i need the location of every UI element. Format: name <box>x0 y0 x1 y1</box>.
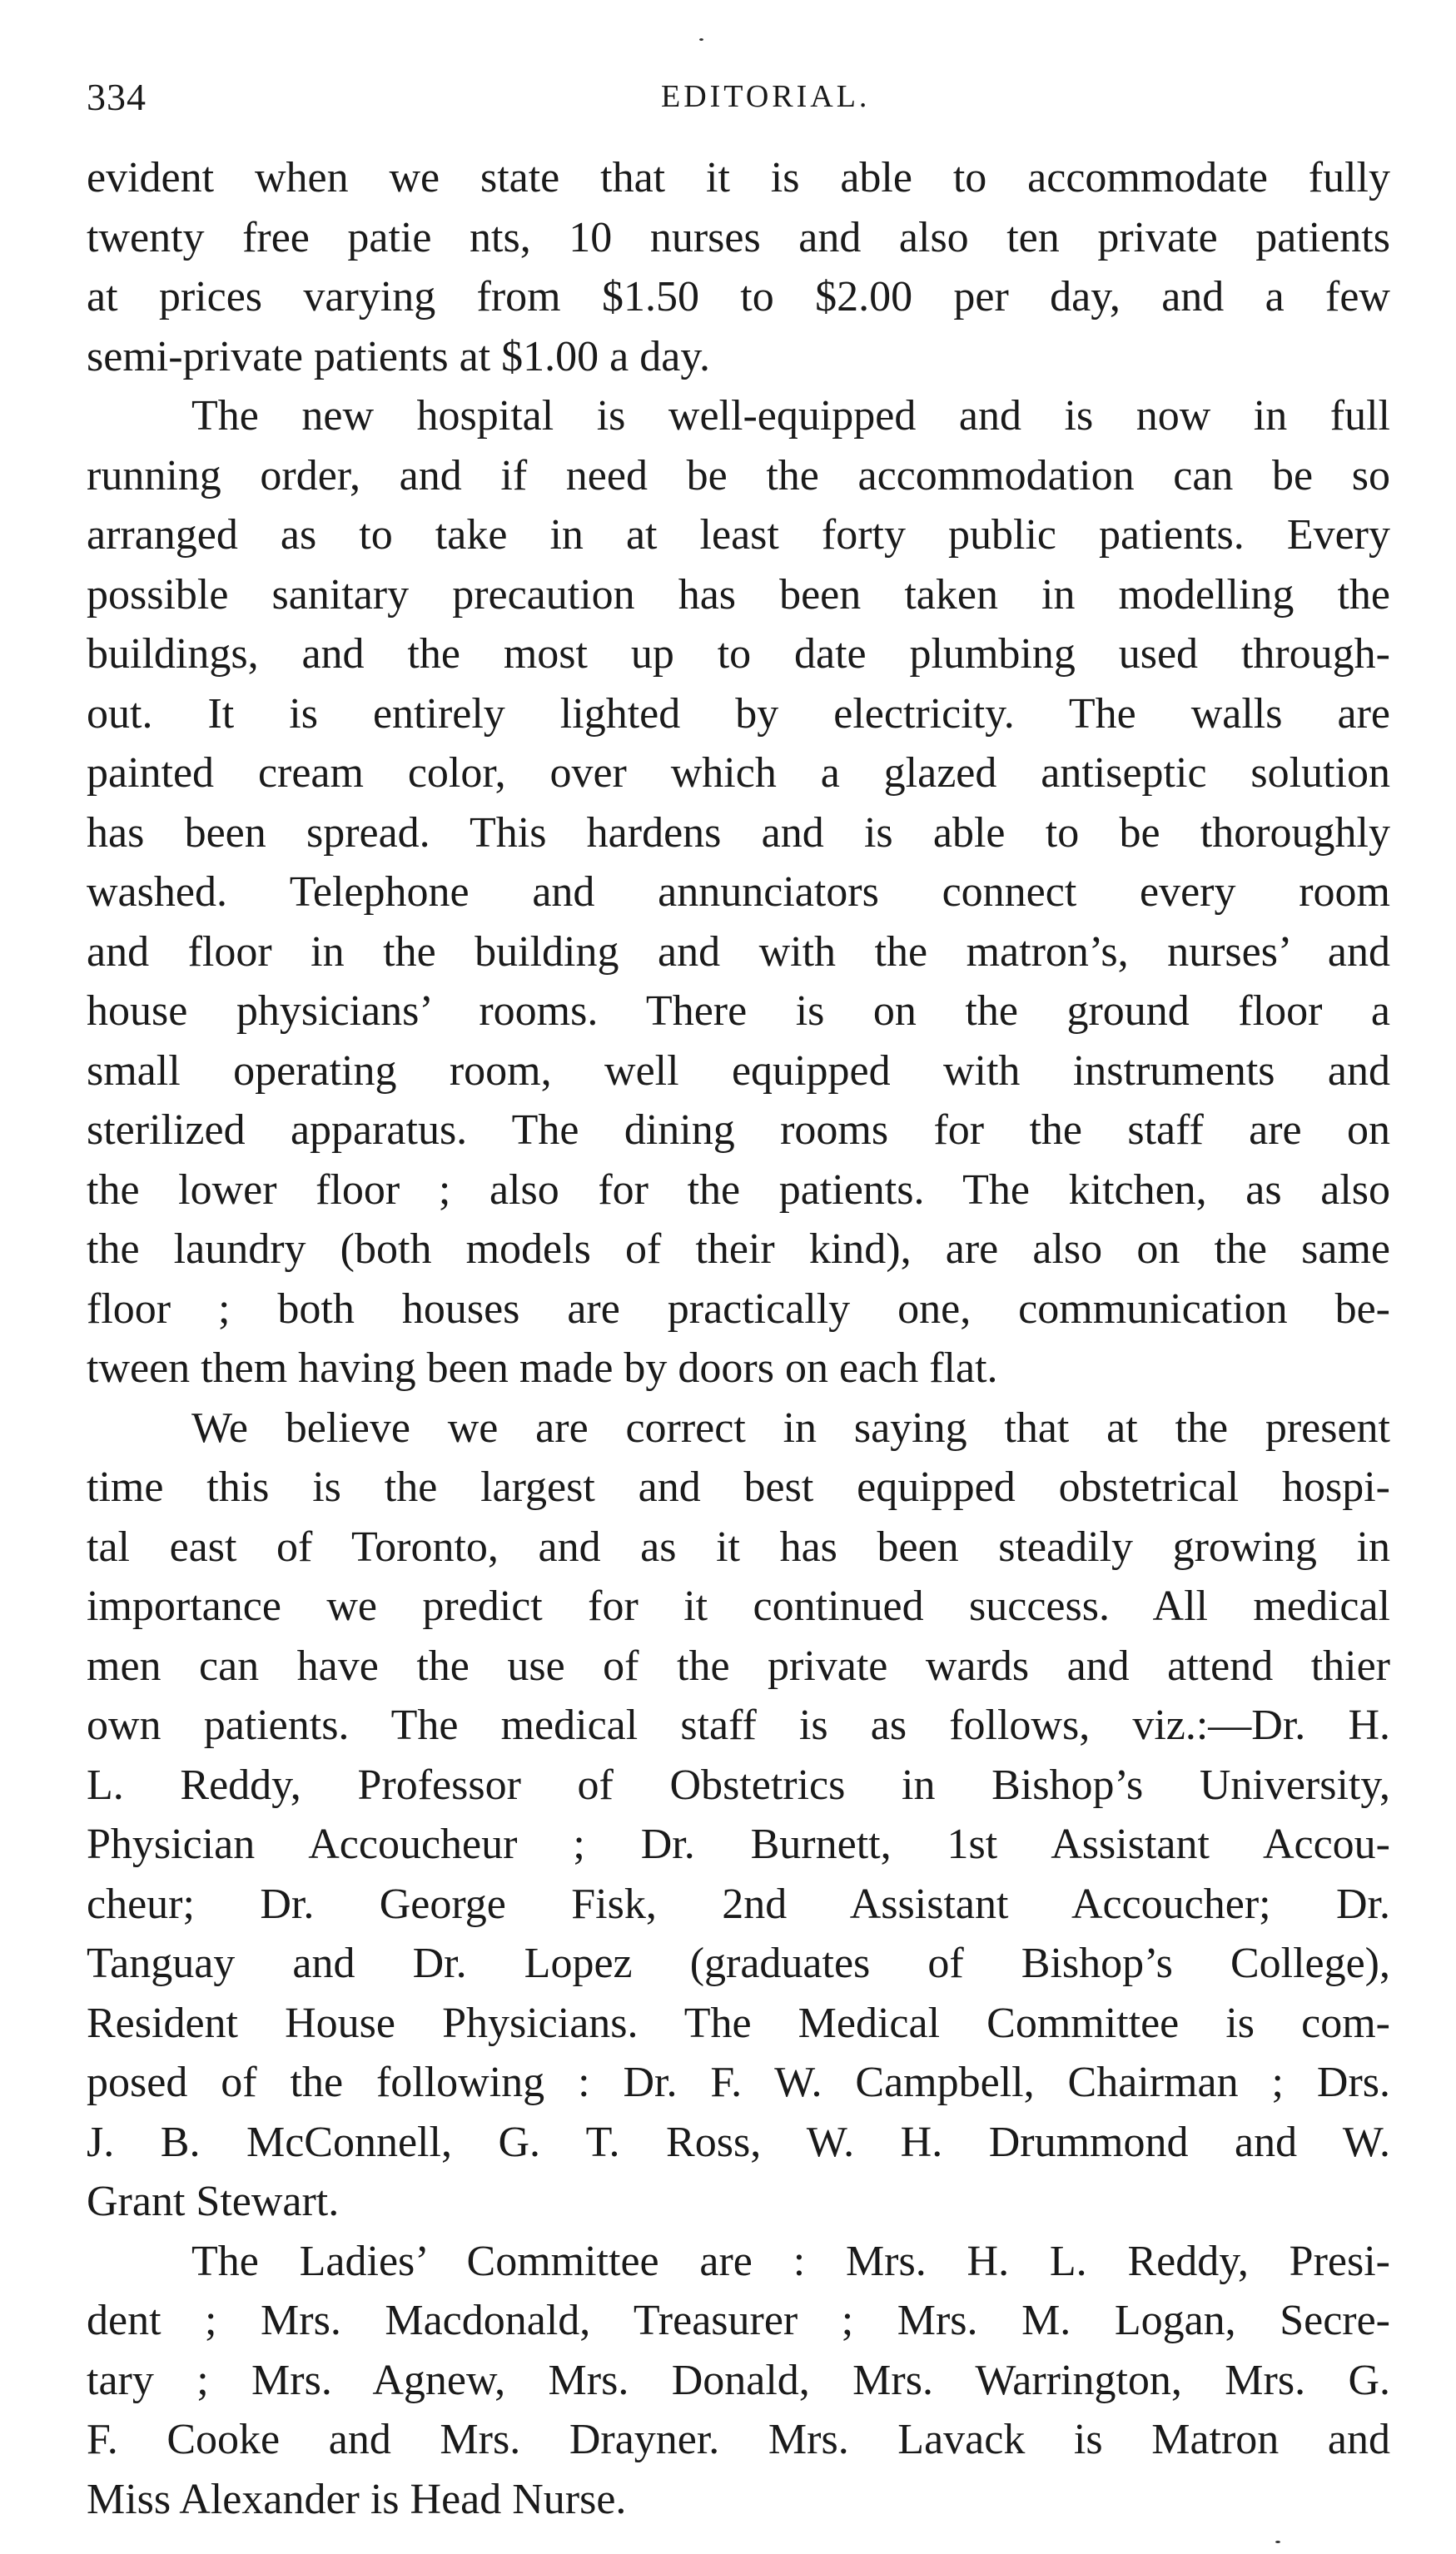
text-line: J. B. McConnell, G. T. Ross, W. H. Drummond and W. <box>87 2118 1390 2166</box>
print-speck <box>1275 2541 1280 2543</box>
text-line: buildings, and the most up to date plumbing used through- <box>87 630 1390 678</box>
text-line: evident when we state that it is able to accommodate fully <box>87 154 1390 201</box>
text-line: and floor in the building and with the matron’s, nurses’ and <box>87 927 1390 976</box>
text-line: tween them having been made by doors on each flat. <box>87 1344 998 1392</box>
text-line: twenty free patie nts, 10 nurses and also ten private patients <box>87 213 1390 261</box>
text-line: L. Reddy, Professor of Obstetrics in Bishop’s University, <box>87 1761 1390 1809</box>
text-line: washed. Telephone and annunciators connect every room <box>87 868 1390 916</box>
text-line: possible sanitary precaution has been taken in modelling the <box>87 570 1390 619</box>
text-line: out. It is entirely lighted by electricity. The walls are <box>87 689 1390 738</box>
page-number: 334 <box>87 76 147 118</box>
text-line: semi-private patients at $1.00 a day. <box>87 332 710 380</box>
text-line: tal east of Toronto, and as it has been steadily growing in <box>87 1523 1390 1571</box>
text-line: The Ladies’ Committee are : Mrs. H. L. Reddy, Presi- <box>191 2237 1390 2285</box>
text-line: dent ; Mrs. Macdonald, Treasurer ; Mrs. M. Logan, Secre- <box>87 2297 1390 2344</box>
text-line: Tanguay and Dr. Lopez (graduates of Bishop’s College), <box>87 1940 1390 1987</box>
running-title: EDITORIAL. <box>661 79 871 114</box>
text-line: the laundry (both models of their kind), are also on the same <box>87 1225 1390 1273</box>
text-line: house physicians’ rooms. There is on the ground floor a <box>87 987 1390 1035</box>
text-line: Resident House Physicians. The Medical Committee is com- <box>87 1999 1390 2047</box>
text-line: painted cream color, over which a glazed antiseptic solution <box>87 749 1390 797</box>
text-line: at prices varying from $1.50 to $2.00 per day, and a few <box>87 273 1390 320</box>
text-line: the lower floor ; also for the patients. The kitchen, as also <box>87 1165 1390 1214</box>
article-body <box>87 148 1390 2529</box>
text-line: F. Cooke and Mrs. Drayner. Mrs. Lavack is Matron and <box>87 2416 1390 2463</box>
text-line: men can have the use of the private wards and attend thier <box>87 1642 1390 1690</box>
text-line: has been spread. This hardens and is able to be thoroughly <box>87 808 1390 857</box>
text-line: Grant Stewart. <box>87 2178 340 2225</box>
print-speck <box>699 38 703 41</box>
text-line: small operating room, well equipped with instruments and <box>87 1046 1390 1095</box>
text-line: own patients. The medical staff is as follows, viz.:—Dr. H. <box>87 1702 1390 1749</box>
text-line: The new hospital is well-equipped and is now in full <box>191 392 1390 440</box>
text-line: sterilized apparatus. The dining rooms for the staff are on <box>87 1106 1390 1154</box>
text-line: cheur; Dr. George Fisk, 2nd Assistant Accoucher; Dr. <box>87 1880 1390 1928</box>
text-line: running order, and if need be the accommodation can be so <box>87 451 1390 499</box>
text-line: floor ; both houses are practically one, communication be- <box>87 1284 1390 1333</box>
text-line: time this is the largest and best equipped obstetrical hospi- <box>87 1463 1390 1511</box>
text-line: Miss Alexander is Head Nurse. <box>87 2475 627 2523</box>
text-line: Physician Accoucheur ; Dr. Burnett, 1st Assistant Accou- <box>87 1821 1390 1868</box>
text-line: posed of the following : Dr. F. W. Campbell, Chairman ; Drs. <box>87 2059 1390 2106</box>
text-line: We believe we are correct in saying that at the present <box>191 1404 1390 1452</box>
text-line: importance we predict for it continued success. All medical <box>87 1583 1390 1630</box>
text-line: tary ; Mrs. Agnew, Mrs. Donald, Mrs. Warrington, Mrs. G. <box>87 2356 1390 2404</box>
running-head <box>87 67 1389 125</box>
text-line: arranged as to take in at least forty public patients. Every <box>87 511 1390 559</box>
